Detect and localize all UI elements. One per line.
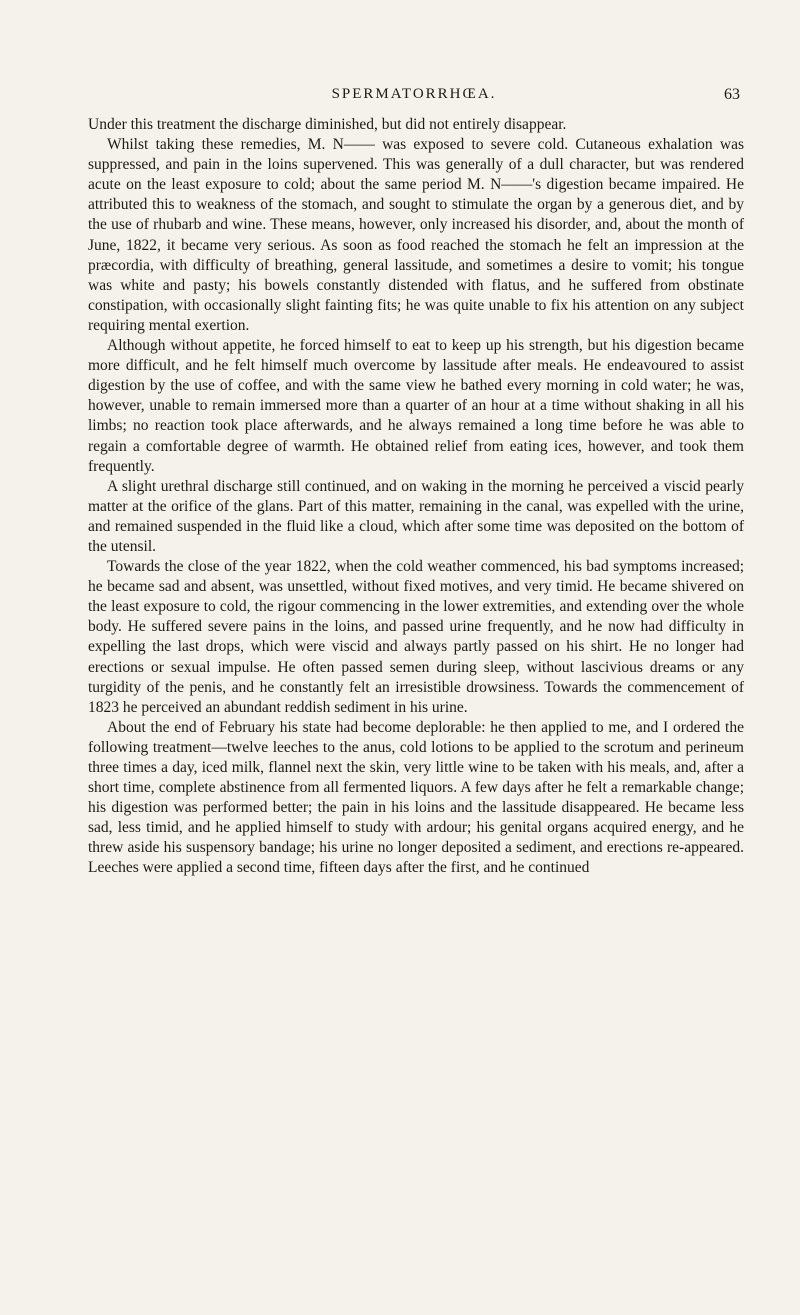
paragraph: Under this treatment the discharge diminished, but did not entirely disappear.	[88, 116, 567, 133]
paragraph: Whilst taking these remedies, M. N—— was exposed to severe cold. Cutaneous exhalation was suppressed, and pain in the loins supervened. This was generally of a dull character, but was rendered acute on the least exposure to cold; about the same period M. N——'s digestion became impaired. He attributed this to weakness of the stomach, and sought to stimulate the organ by a generous diet, and by the use of rhubarb and wine. These means, however, only increased his disorder, and, about the month of June, 1822, it became very serious. As soon as food reached the stomach he felt an impression at the præcordia, with difficulty of breathing, general lassitude, and sometimes a desire to vomit; his tongue was white and pasty; his bowels constantly distended with flatus, and he suffered from obstinate constipation, with occasionally slight fainting fits; he was quite unable to fix his attention on any subject requiring mental exertion.	[88, 136, 744, 334]
paragraph: About the end of February his state had become deplorable: he then applied to me, and I ordered the following treatment—twelve leeches to the anus, cold lotions to be applied to the scrotum and perineum three times a day, iced milk, flannel next the skin, very little wine to be taken with his meals, and, after a short time, complete abstinence from all fermented liquors. A few days after he felt a remarkable change; his digestion was performed better; the pain in his loins and the lassitude disappeared. He became less sad, less timid, and he applied himself to study with ardour; his genital organs acquired energy, and he threw aside his suspensory bandage; his urine no longer deposited a sediment, and erections re-appeared. Leeches were applied a second time, fifteen days after the first, and he continued	[88, 718, 744, 877]
paragraph: Although without appetite, he forced himself to eat to keep up his strength, but his digestion became more difficult, and he felt himself much overcome by lassitude after meals. He endeavoured to assist digestion by the use of coffee, and with the same view he bathed every morning in cold water; he was, however, unable to remain immersed more than a quarter of an hour at a time without shaking in all his limbs; no reaction took place afterwards, and he always remained a long time before he was able to regain a comfortable degree of warmth. He obtained relief from eating ices, however, and took them frequently.	[88, 337, 744, 475]
body-text	[88, 115, 744, 879]
paragraph: A slight urethral discharge still continued, and on waking in the morning he perceived a viscid pearly matter at the orifice of the glans. Part of this matter, remaining in the canal, was expelled with the urine, and remained suspended in the fluid like a cloud, which after some time was deposited on the bottom of the utensil.	[88, 477, 744, 555]
running-title: SPERMATORRHŒA.	[331, 86, 497, 102]
page-header	[88, 86, 740, 110]
page-number: 63	[724, 86, 740, 103]
paragraph: Towards the close of the year 1822, when the cold weather commenced, his bad symptoms increased; he became sad and absent, was unsettled, without fixed motives, and very timid. He became shivered on the least exposure to cold, the rigour commencing in the lower extremities, and extending over the whole body. He suffered severe pains in the loins, and passed urine frequently, and he now had difficulty in expelling the last drops, which were viscid and always partly passed on his shirt. He no longer had erections or sexual impulse. He often passed semen during sleep, without lascivious dreams or any turgidity of the penis, and he constantly felt an irresistible drowsiness. Towards the commencement of 1823 he perceived an abundant reddish sediment in his urine.	[88, 558, 744, 716]
